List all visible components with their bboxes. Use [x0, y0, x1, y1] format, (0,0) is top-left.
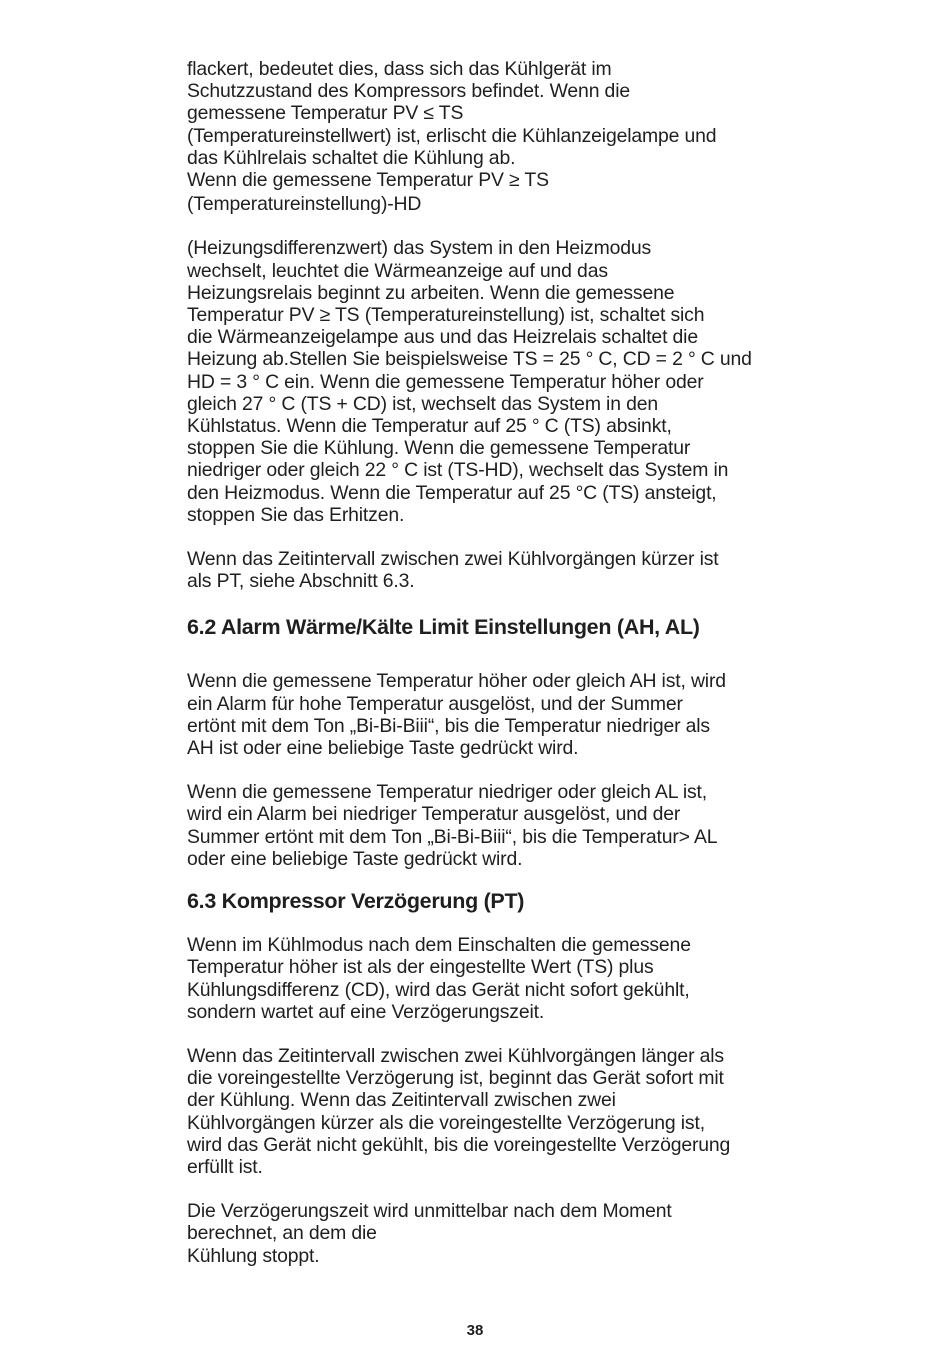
text-line: Kühlungsdifferenz (CD), wird das Gerät nicht sofort gekühlt,	[187, 978, 690, 1001]
text-line: wird ein Alarm bei niedriger Temperatur ausgelöst, und der	[187, 803, 681, 826]
paragraph-delay-calculation	[187, 1200, 787, 1267]
text-line: den Heizmodus. Wenn die Temperatur auf 25 °C (TS) ansteigt,	[187, 481, 717, 504]
document-page	[187, 58, 787, 1267]
text-line: (Temperatureinstellung)-HD	[187, 193, 422, 216]
text-line: Wenn die gemessene Temperatur PV ≥ TS	[187, 169, 549, 192]
section-heading-6-3: 6.3 Kompressor Verzögerung (PT)	[187, 889, 525, 914]
text-line: als PT, siehe Abschnitt 6.3.	[187, 570, 415, 593]
text-line: Temperatur PV ≥ TS (Temperatureinstellung) ist, schaltet sich	[187, 304, 705, 327]
paragraph-interval-rules	[187, 1045, 787, 1178]
text-line: der Kühlung. Wenn das Zeitintervall zwischen zwei	[187, 1089, 616, 1112]
text-line: (Heizungsdifferenzwert) das System in den Heizmodus	[187, 237, 652, 260]
text-line: Heizung ab.Stellen Sie beispielsweise TS = 25 ° C, CD = 2 ° C und	[187, 348, 752, 371]
paragraph-high-alarm	[187, 670, 787, 759]
text-line: niedriger oder gleich 22 ° C ist (TS-HD), wechselt das System in	[187, 459, 729, 482]
text-line: Kühlvorgängen kürzer als die voreingestellte Verzögerung ist,	[187, 1111, 705, 1134]
text-line: HD = 3 ° C ein. Wenn die gemessene Temperatur höher oder	[187, 370, 704, 393]
paragraph-compressor-delay	[187, 934, 787, 1023]
text-line: (Temperatureinstellwert) ist, erlischt die Kühlanzeigelampe und	[187, 124, 717, 147]
text-line: ertönt mit dem Ton „Bi-Bi-Biii“, bis die Temperatur niedriger als	[187, 714, 710, 737]
text-line: Wenn das Zeitintervall zwischen zwei Kühlvorgängen kürzer ist	[187, 548, 719, 571]
text-line: Die Verzögerungszeit wird unmittelbar nach dem Moment	[187, 1200, 672, 1223]
text-line: Summer ertönt mit dem Ton „Bi-Bi-Biii“, bis die Temperatur> AL	[187, 825, 718, 848]
text-line: das Kühlrelais schaltet die Kühlung ab.	[187, 146, 516, 169]
text-line: berechnet, an dem die	[187, 1222, 377, 1245]
text-line: Wenn im Kühlmodus nach dem Einschalten die gemessene	[187, 934, 691, 957]
paragraph-cooling-protection	[187, 58, 787, 215]
text-line: stoppen Sie die Kühlung. Wenn die gemessene Temperatur	[187, 437, 691, 460]
text-line: flackert, bedeutet dies, dass sich das Kühlgerät im	[187, 58, 612, 80]
paragraph-low-alarm	[187, 781, 787, 870]
text-line: Heizungsrelais beginnt zu arbeiten. Wenn die gemessene	[187, 281, 675, 304]
text-line: stoppen Sie das Erhitzen.	[187, 503, 405, 526]
text-line: AH ist oder eine beliebige Taste gedrückt wird.	[187, 737, 579, 760]
text-line: sondern wartet auf eine Verzögerungszeit.	[187, 1000, 545, 1023]
text-line: ein Alarm für hohe Temperatur ausgelöst, und der Summer	[187, 692, 683, 715]
text-line: Wenn das Zeitintervall zwischen zwei Kühlvorgängen länger als	[187, 1044, 724, 1067]
text-line: Kühlstatus. Wenn die Temperatur auf 25 ° C (TS) absinkt,	[187, 415, 672, 438]
text-line: wechselt, leuchtet die Wärmeanzeige auf und das	[187, 259, 608, 282]
text-line: gemessene Temperatur PV ≤ TS	[187, 102, 464, 125]
text-line: wird das Gerät nicht gekühlt, bis die voreingestellte Verzögerung	[187, 1133, 731, 1156]
text-line: Kühlung stoppt.	[187, 1244, 320, 1267]
text-line: die Wärmeanzeigelampe aus und das Heizrelais schaltet die	[187, 326, 698, 349]
paragraph-heating-mode	[187, 237, 787, 526]
text-line: erfüllt ist.	[187, 1155, 263, 1178]
text-line: Wenn die gemessene Temperatur höher oder gleich AH ist, wird	[187, 670, 726, 693]
page-number: 38	[466, 1322, 484, 1339]
section-heading-6-2: 6.2 Alarm Wärme/Kälte Limit Einstellungen (AH, AL)	[187, 615, 700, 640]
text-line: die voreingestellte Verzögerung ist, beginnt das Gerät sofort mit	[187, 1067, 724, 1090]
text-line: Schutzzustand des Kompressors befindet. Wenn die	[187, 80, 630, 103]
text-line: Wenn die gemessene Temperatur niedriger oder gleich AL ist,	[187, 781, 708, 804]
paragraph-interval-note	[187, 548, 787, 592]
text-line: Temperatur höher ist als der eingestellte Wert (TS) plus	[187, 956, 654, 979]
text-line: oder eine beliebige Taste gedrückt wird.	[187, 847, 523, 870]
text-line: gleich 27 ° C (TS + CD) ist, wechselt das System in den	[187, 392, 658, 415]
